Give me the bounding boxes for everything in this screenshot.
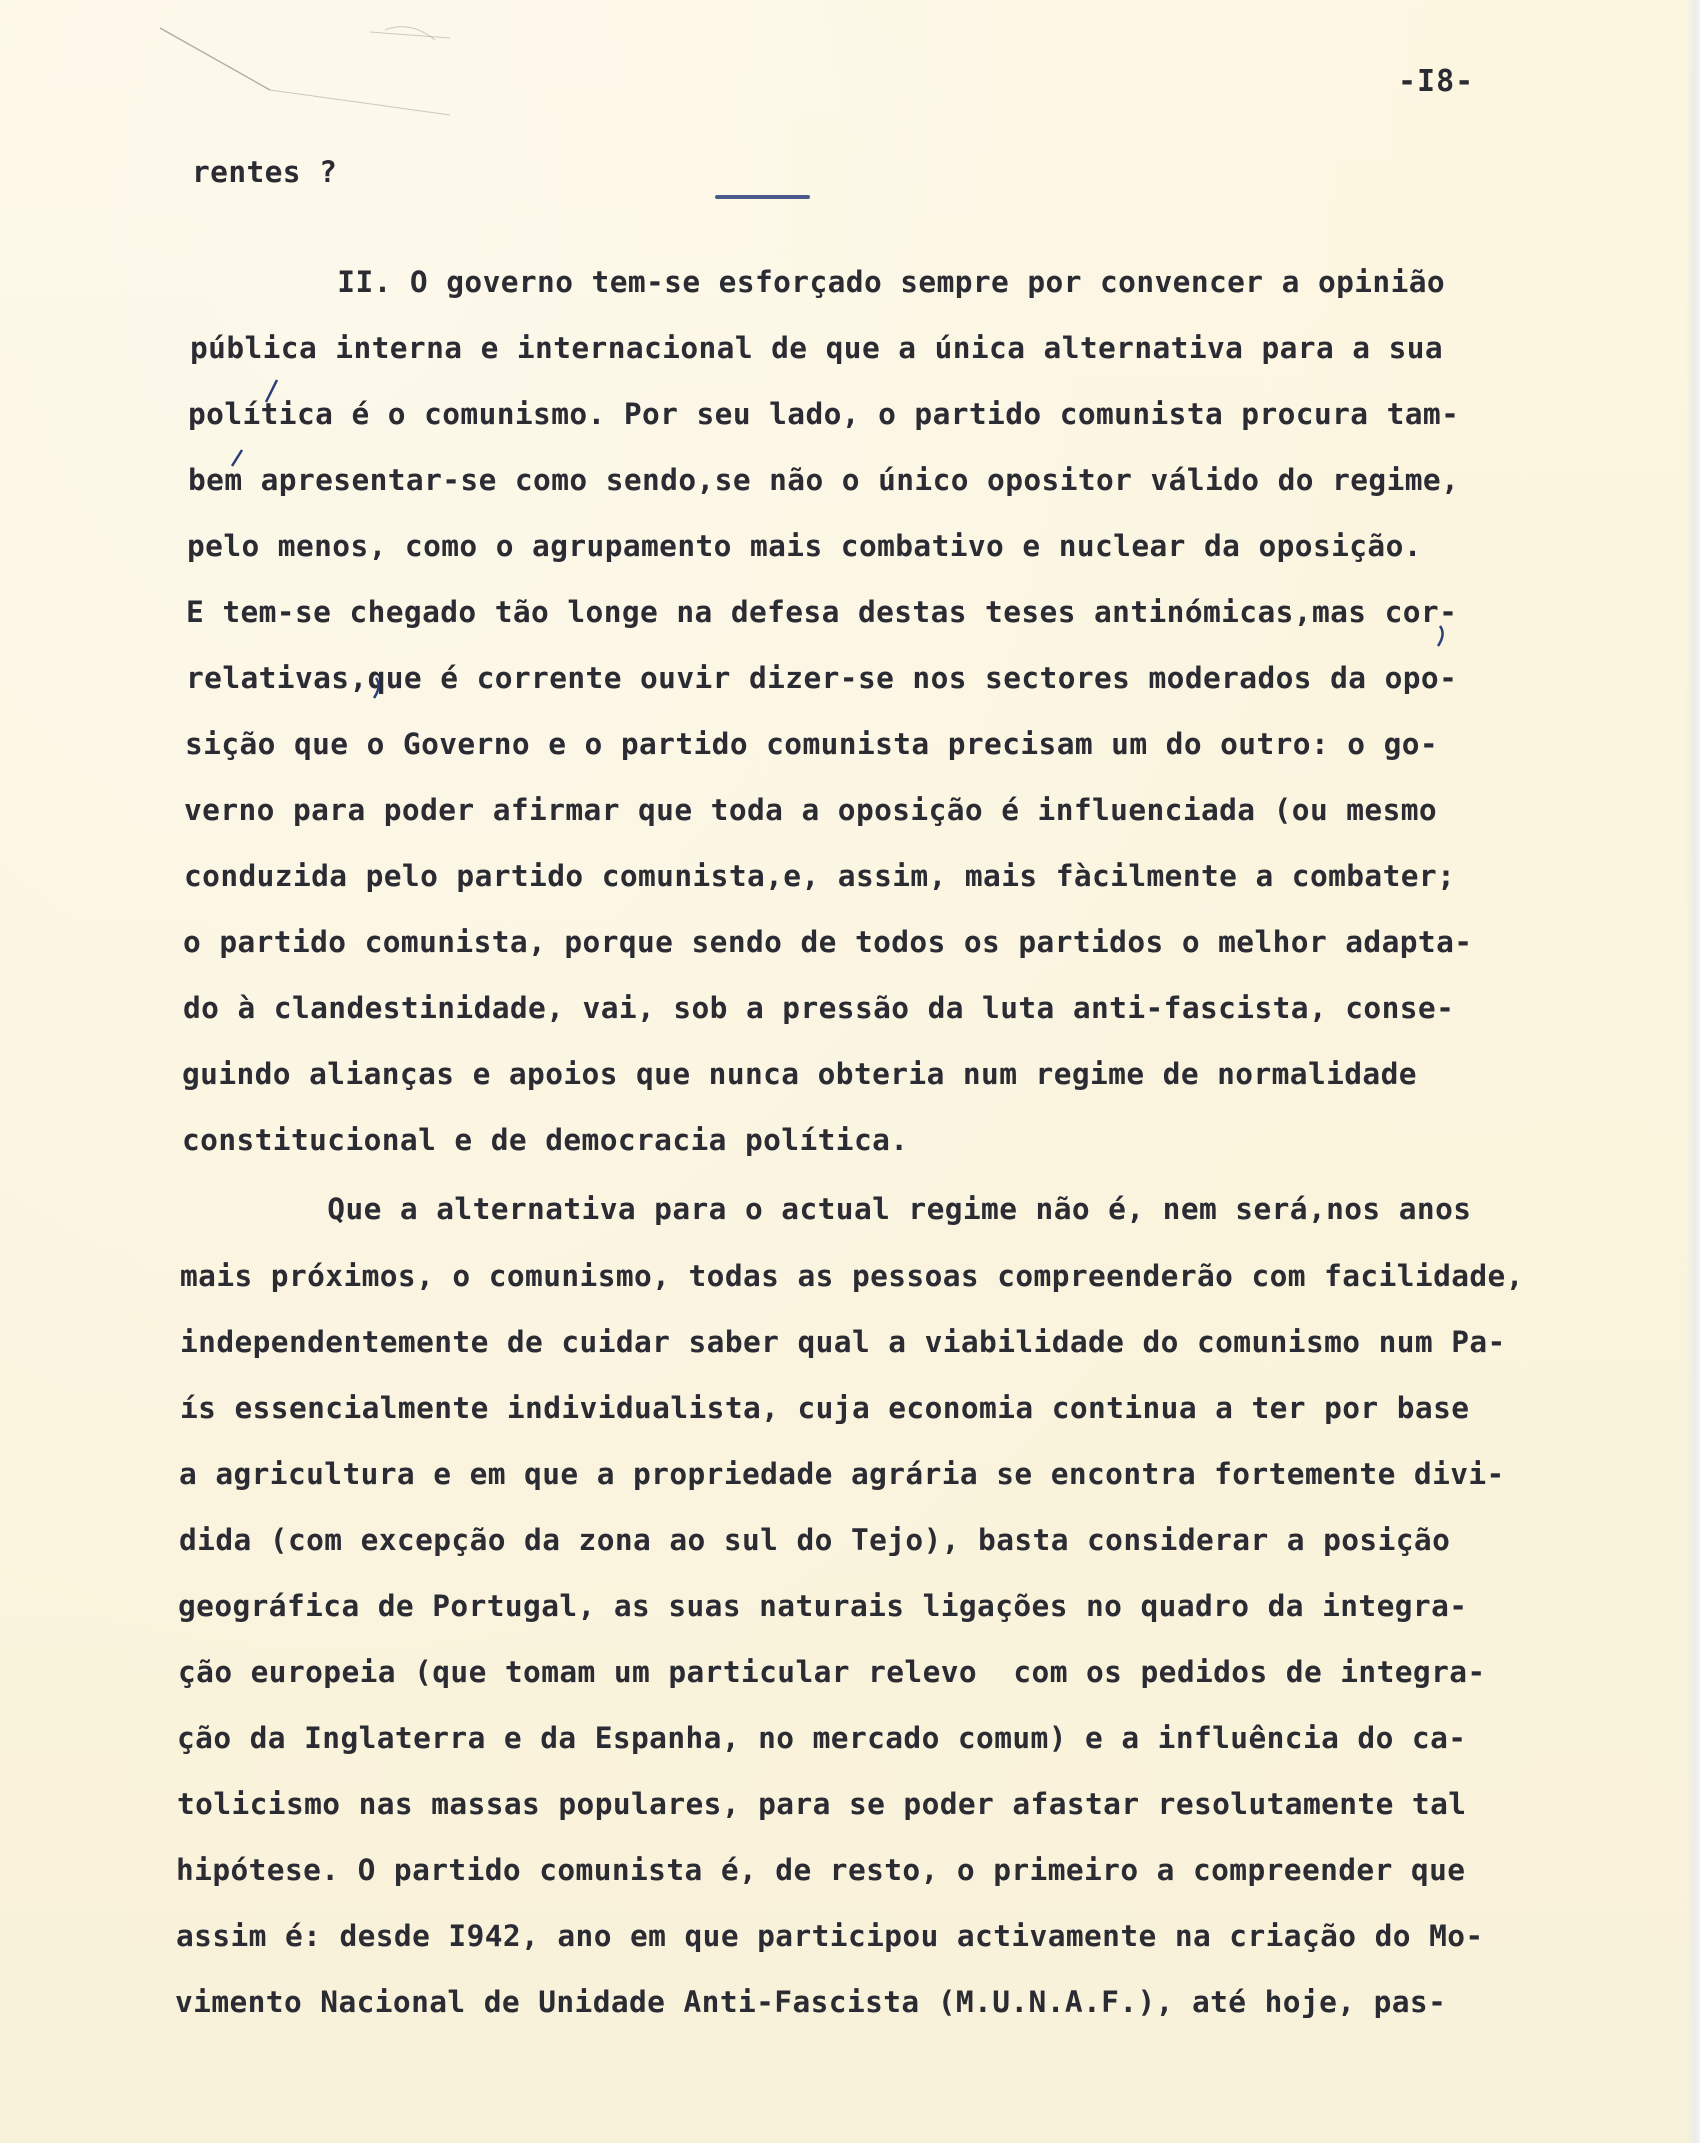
text-line: geográfica de Portugal, as suas naturais ligações no quadro da integra- (178, 1589, 1468, 1623)
ink-dash-mark (715, 195, 810, 199)
pen-correction-mark (262, 376, 282, 406)
text-line: vimento Nacional de Unidade Anti-Fascista (M.U.N.A.F.), até hoje, pas- (175, 1985, 1447, 2019)
text-line: E tem-se chegado tão longe na defesa destas teses antinómicas,mas cor- (186, 595, 1458, 629)
text-line: relativas,que é corrente ouvir dizer-se nos sectores moderados da opo- (186, 661, 1458, 695)
text-line: dida (com excepção da zona ao sul do Tejo), basta considerar a posição (179, 1523, 1451, 1557)
text-line: ção da Inglaterra e da Espanha, no mercado comum) e a influência do ca- (177, 1721, 1467, 1755)
pencil-scribble-mark (150, 20, 480, 130)
pen-correction-mark (228, 446, 248, 470)
text-line: ís essencialmente individualista, cuja economia continua a ter por base (180, 1391, 1470, 1425)
text-line: Que a alternativa para o actual regime não é, nem será,nos anos (182, 1192, 1472, 1226)
text-line: independentemente de cuidar saber qual a viabilidade do comunismo num Pa- (180, 1325, 1506, 1359)
pen-correction-mark (368, 674, 390, 702)
text-line: rentes ? (192, 155, 338, 189)
text-line: tolicismo nas massas populares, para se poder afastar resolutamente tal (177, 1787, 1467, 1821)
text-line: ção europeia (que tomam um particular relevo com os pedidos de integra- (178, 1655, 1486, 1689)
text-line: assim é: desde I942, ano em que participou activamente na criação do Mo- (176, 1919, 1484, 1953)
text-line: bem apresentar-se como sendo,se não o único opositor válido do regime, (188, 463, 1460, 497)
text-line: mais próximos, o comunismo, todas as pessoas compreenderão com facilidade, (180, 1259, 1524, 1293)
text-line: verno para poder afirmar que toda a oposição é influenciada (ou mesmo (184, 793, 1438, 827)
page-edge (1686, 0, 1700, 2143)
page-number: -I8- (1398, 64, 1475, 99)
text-line: pelo menos, como o agrupamento mais combativo e nuclear da oposição. (187, 529, 1422, 563)
pen-correction-mark (1432, 622, 1454, 650)
text-line: o partido comunista, porque sendo de todos os partidos o melhor adapta- (183, 925, 1473, 959)
text-line: II. O governo tem-se esforçado sempre por convencer a opinião (192, 265, 1446, 299)
text-line: guindo alianças e apoios que nunca obteria num regime de normalidade (182, 1057, 1417, 1091)
text-line: pública interna e internacional de que a única alternativa para a sua (190, 331, 1444, 365)
text-line: hipótese. O partido comunista é, de resto, o primeiro a compreender que (176, 1853, 1466, 1887)
text-line: a agricultura e em que a propriedade agrária se encontra fortemente divi- (179, 1457, 1505, 1491)
text-line: do à clandestinidade, vai, sob a pressão da luta anti-fascista, conse- (183, 991, 1455, 1025)
text-line: política é o comunismo. Por seu lado, o partido comunista procura tam- (188, 397, 1460, 431)
text-line: sição que o Governo e o partido comunista precisam um do outro: o go- (185, 727, 1439, 761)
text-line: conduzida pelo partido comunista,e, assim, mais fàcilmente a combater; (184, 859, 1456, 893)
text-line: constitucional e de democracia política. (182, 1123, 909, 1157)
